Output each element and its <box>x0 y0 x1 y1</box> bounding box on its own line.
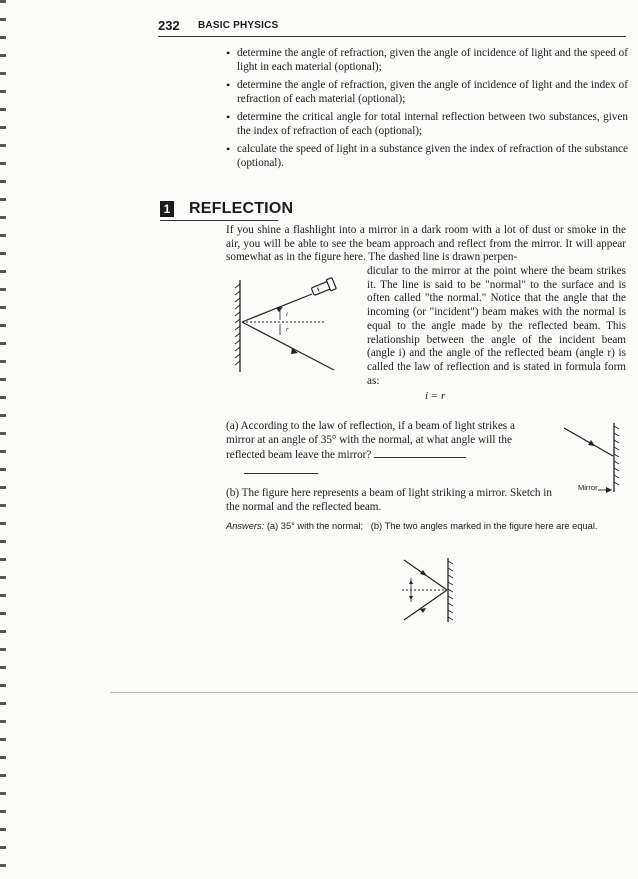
formula-law-of-reflection: i = r <box>425 390 446 402</box>
page-number: 232 <box>158 18 180 33</box>
flashlight-icon <box>310 278 336 298</box>
answer-blank-a[interactable] <box>374 447 466 458</box>
section-number-badge: 1 <box>160 201 174 217</box>
answers-label: Answers: <box>226 521 265 531</box>
objectives-list <box>226 46 628 174</box>
objective-item: • calculate the speed of light in a substance given the index of refraction of the substance (optional). <box>226 142 628 170</box>
page-header <box>158 18 626 37</box>
question-b: (b) The figure here represents a beam of light striking a mirror. Sketch in the normal and the reflected beam. <box>226 487 552 513</box>
objective-item: • determine the critical angle for total internal reflection between two substances, given the index of refraction of each (optional); <box>226 110 628 138</box>
mirror-hatching <box>235 284 240 365</box>
answer-blank-line[interactable] <box>244 473 318 474</box>
body-paragraph-2: dicular to the mirror at the point where the beam strikes it. The line is said to be "normal" to the surface and is often called "the normal." Notice that the angle that the incoming (or "incident") beam makes with the normal is equal to the angle made by the reflected beam. This relationship between the angle of the incident beam (angle i) and the angle of the reflected beam (angle r) is called the law of reflection and is stated in formula form as: <box>367 265 626 387</box>
reflected-beam <box>404 590 447 620</box>
angle-marker-arrowhead-top <box>409 580 413 584</box>
question-a <box>226 420 541 463</box>
answer-a: (a) 35° with the normal; <box>266 521 364 531</box>
answer-b: (b) The two angles marked in the figure here are equal. <box>370 521 598 531</box>
page-binding-edge <box>0 0 6 879</box>
section-title: REFLECTION <box>189 200 294 217</box>
page-bottom-rule <box>110 692 638 693</box>
angle-i-label: i <box>286 311 288 318</box>
question-a-text: (a) According to the law of reflection, if a beam of light strikes a mirror at an angle of 35° with the normal, at what angle will the reflected beam leave the mirror? <box>226 420 515 462</box>
incident-arrowhead <box>420 570 427 576</box>
section-rule <box>160 220 278 221</box>
running-head: BASIC PHYSICS <box>198 20 279 31</box>
body-paragraph-1: If you shine a flashlight into a mirror in a dark room with a lot of dust or smoke in the air, you will be able to see the beam approach and reflect from the mirror. It will appear somewhat as in the figure here. The dashed line is drawn perpen- <box>226 224 626 264</box>
mirror-hatching <box>614 426 619 485</box>
angle-r-label: r <box>286 326 289 333</box>
objective-item: • determine the angle of refraction, given the angle of incidence of light and the index of refraction of each material (optional); <box>226 78 628 106</box>
incident-beam <box>564 428 613 456</box>
answers-line <box>226 520 631 532</box>
arrow-right-icon <box>606 487 612 493</box>
figure-flashlight-reflection <box>228 272 364 384</box>
mirror-hatching <box>448 561 453 620</box>
mirror-label: Mirror <box>578 483 598 492</box>
figure-answer-reflection <box>396 552 466 628</box>
angle-marker-arrowhead-bottom <box>409 596 413 600</box>
objective-item: • determine the angle of refraction, given the angle of incidence of light and the speed of light in each material (optional); <box>226 46 628 74</box>
